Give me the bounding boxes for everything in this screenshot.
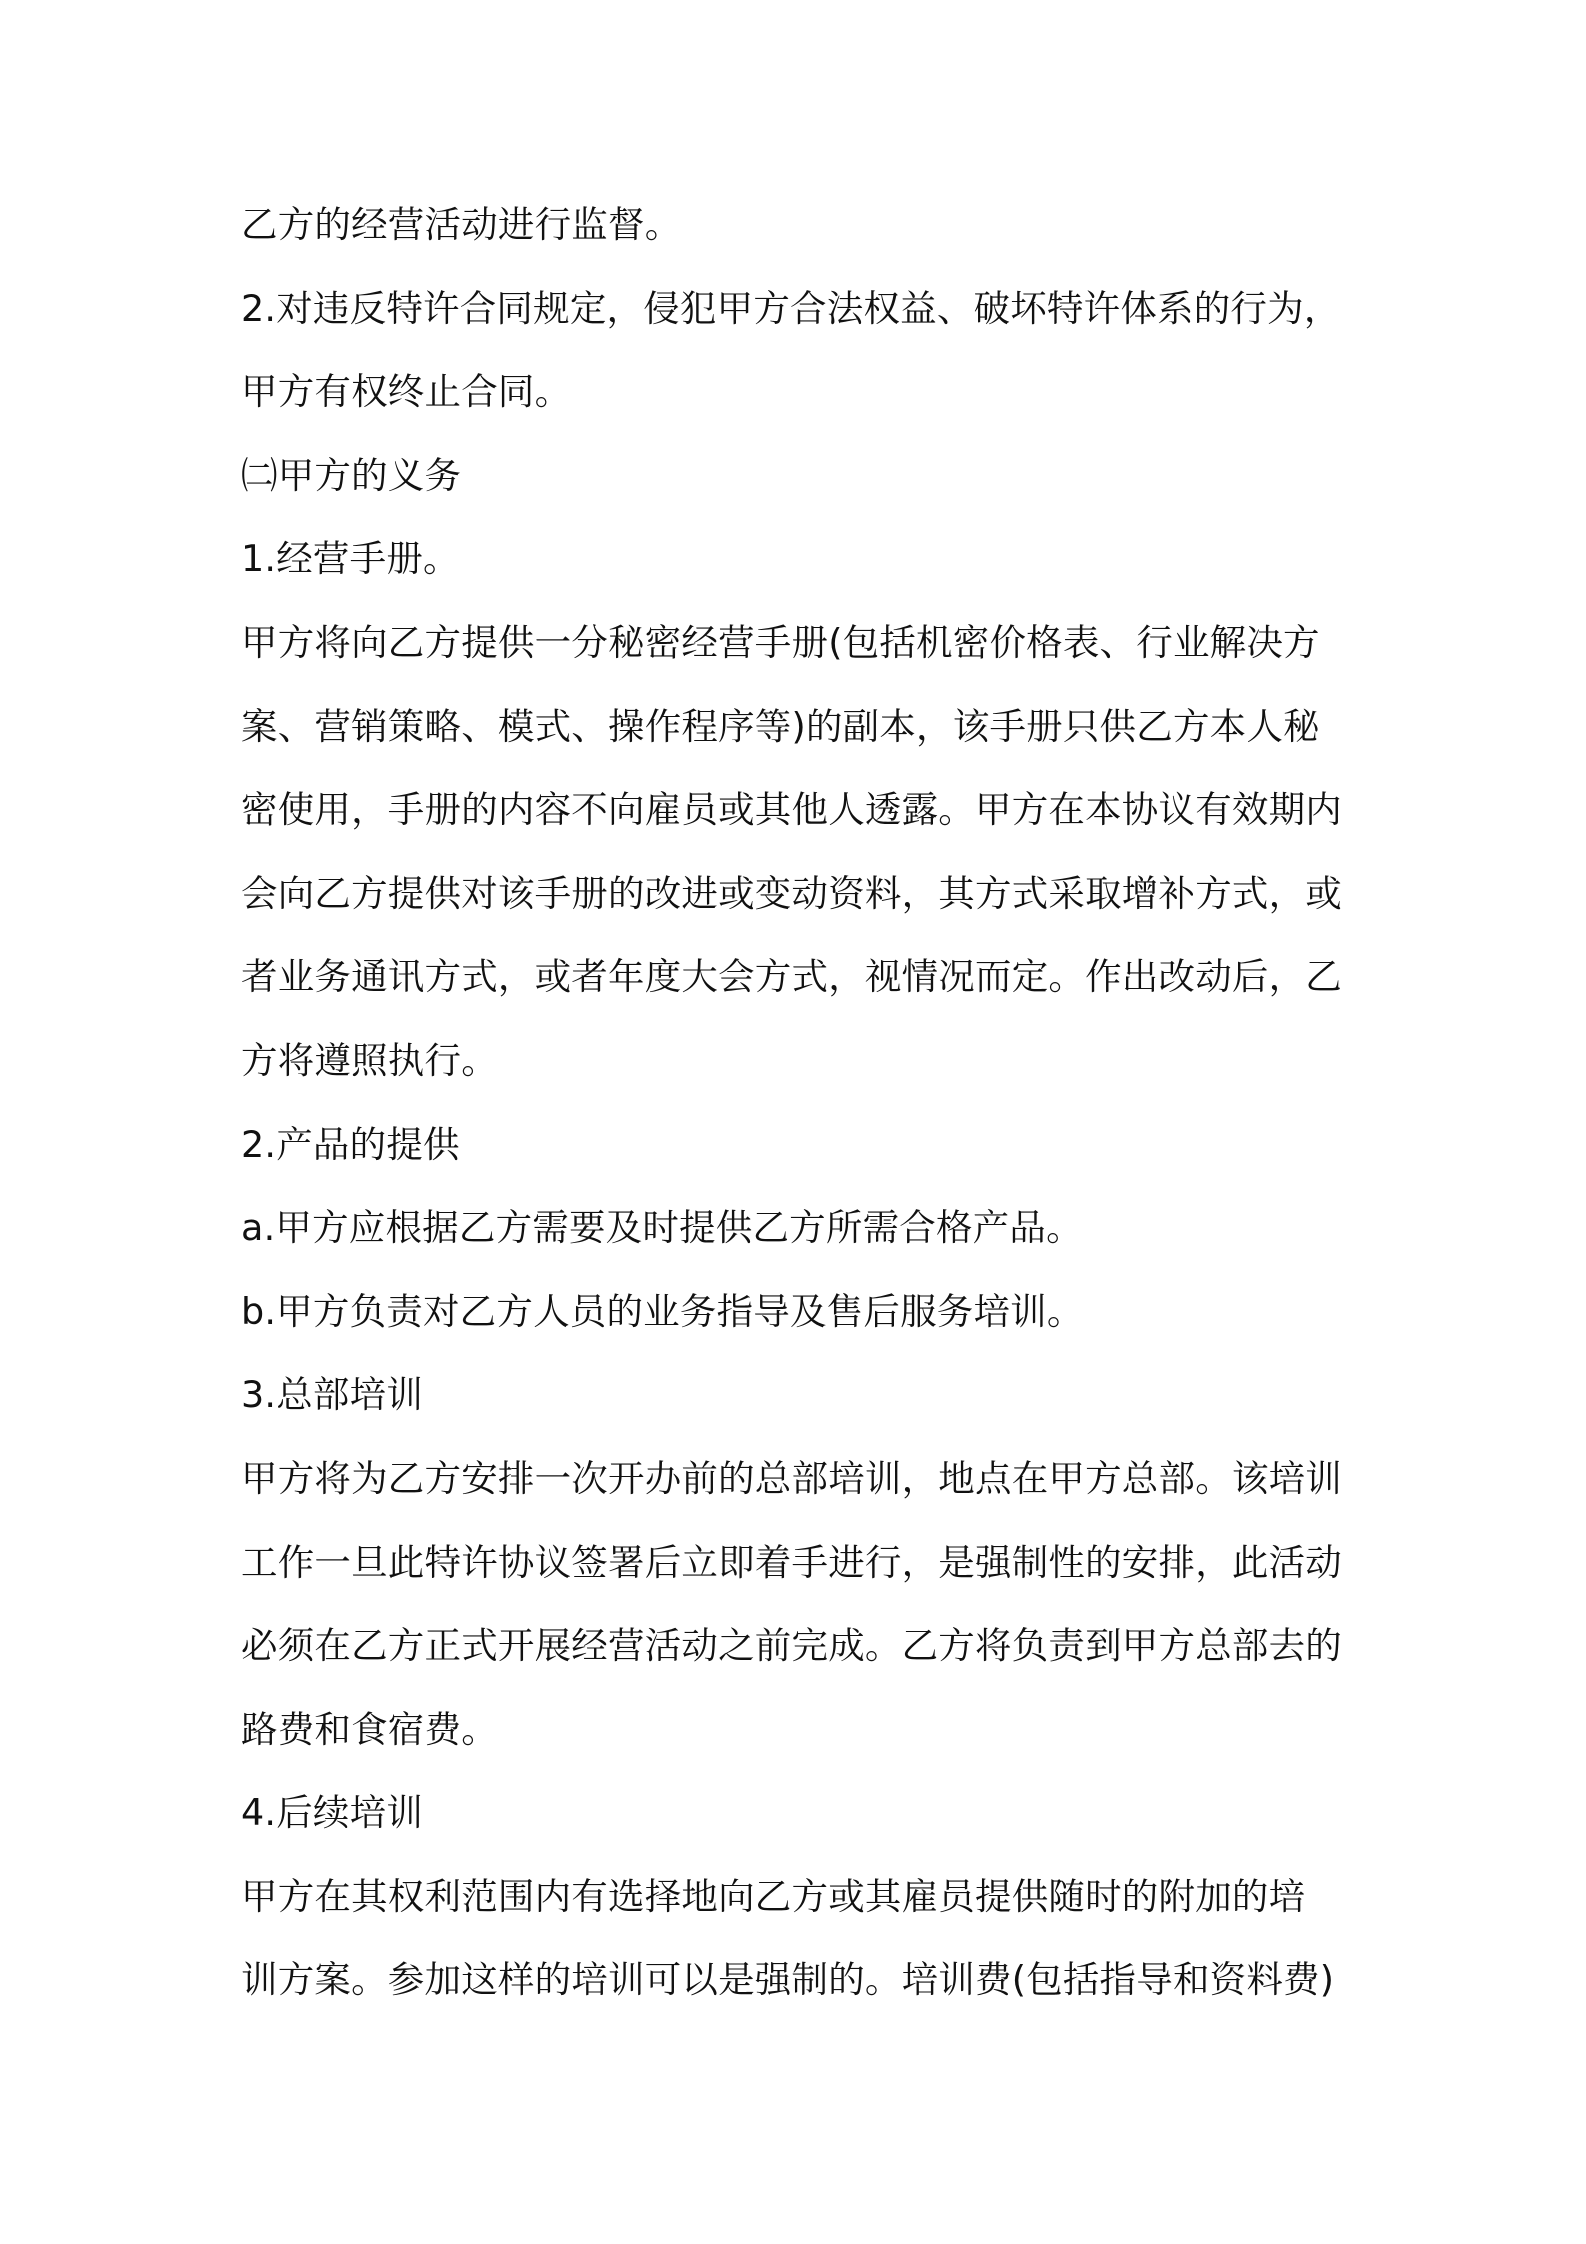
text-line: 乙方的经营活动进行监督。 [241, 203, 682, 246]
subsection-heading: 3.总部培训 [241, 1373, 424, 1417]
section-heading: ㈡甲方的义务 [241, 453, 462, 497]
text-line: b.甲方负责对乙方人员的业务指导及售后服务培训。 [241, 1289, 1084, 1333]
text-line: 必须在乙方正式开展经营活动之前完成。乙方将负责到甲方总部去的 [241, 1624, 1342, 1668]
text-line: 甲方有权终止合同。 [241, 370, 572, 414]
text-line: 会向乙方提供对该手册的改进或变动资料，其方式采取增补方式，或 [241, 871, 1342, 915]
text-line: 甲方将为乙方安排一次开办前的总部培训，地点在甲方总部。该培训 [241, 1456, 1342, 1500]
text-line: a.甲方应根据乙方需要及时提供乙方所需合格产品。 [241, 1206, 1083, 1250]
subsection-heading: 2.产品的提供 [241, 1122, 460, 1166]
document-body [241, 196, 1361, 2035]
text-line: 路费和食宿费。 [241, 1707, 498, 1751]
subsection-heading: 4.后续培训 [241, 1791, 424, 1835]
text-line: 者业务通讯方式，或者年度大会方式，视情况而定。作出改动后，乙 [241, 955, 1342, 999]
text-line: 甲方在其权利范围内有选择地向乙方或其雇员提供随时的附加的培 [241, 1874, 1306, 1918]
text-line: 密使用，手册的内容不向雇员或其他人透露。甲方在本协议有效期内 [241, 788, 1342, 832]
text-line: 案、营销策略、模式、操作程序等)的副本，该手册只供乙方本人秘 [241, 704, 1320, 748]
text-line: 2.对违反特许合同规定，侵犯甲方合法权益、破坏特许体系的行为， [241, 286, 1341, 330]
text-line: 甲方将向乙方提供一分秘密经营手册(包括机密价格表、行业解决方 [241, 620, 1320, 664]
subsection-heading: 1.经营手册。 [241, 537, 460, 581]
text-line: 训方案。参加这样的培训可以是强制的。培训费(包括指导和资料费) [241, 1958, 1335, 2002]
text-line: 方将遵照执行。 [241, 1038, 498, 1082]
text-line: 工作一旦此特许协议签署后立即着手进行，是强制性的安排，此活动 [241, 1540, 1342, 1584]
